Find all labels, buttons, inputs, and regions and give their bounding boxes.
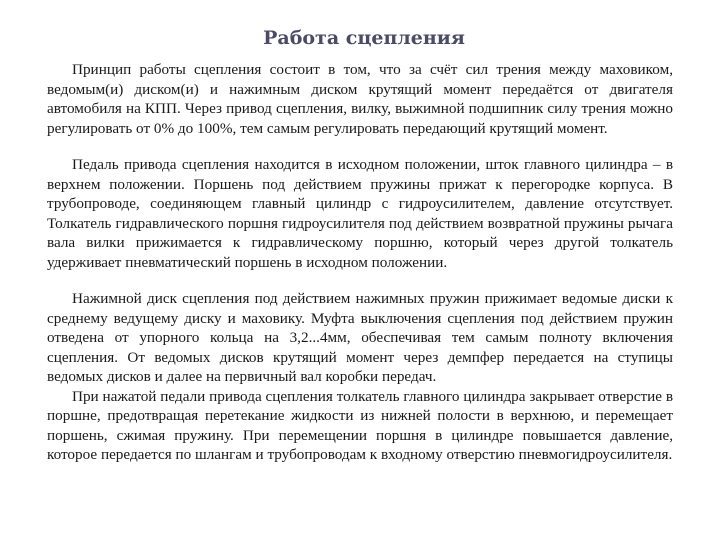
paragraph-pressure-plate: Нажимной диск сцепления под действием нажимных пружин прижимает ведомые диски к среднему ведущему диску и маховику. Муфта выключения сцепления под действием пружин отведена от упорного кольца на 3,2...4мм, обеспечивая тем самым полноту включения сцепления. От ведомых дисков крутящий момент через демпфер передается на ступицы ведомых дисков и далее на первичный вал коробки передач. [47,290,673,385]
document-body [47,60,673,465]
paragraph-pedal-pressed: При нажатой педали привода сцепления толкатель главного цилиндра закрывает отверстие в поршне, предотвращая перетекание жидкости из нижней полости в верхнюю, и перемещает поршень, сжимая пружину. При перемещении поршня в цилиндре повышается давление, которое передается по шлангам и трубопроводам к входному отверстию пневмогидроусилителя. [47,387,673,463]
document-title: Работа сцепления [263,27,465,49]
paragraph-principle: Принцип работы сцепления состоит в том, что за счёт сил трения между маховиком, ведомым(и) диском(и) и нажимным диском крутящий момент передаётся от двигателя автомобиля на КПП. Через привод сцепления, вилку, выжимной подшипник силу трения можно регулировать от 0% до 100%, тем самым регулировать передающий крутящий момент. [47,61,673,137]
paragraph-pedal-initial: Педаль привода сцепления находится в исходном положении, шток главного цилиндра – в верхнем положении. Поршень под действием пружины прижат к перегородке корпуса. В трубопроводе, соединяющем главный цилиндр с гидроусилителем, давление отсутствует. Толкатель гидравлического поршня гидроусилителя под действием возвратной пружины рычага вала вилки прижимается к гидравлическому поршню, который через другой толкатель удерживает пневматический поршень в исходном положении. [47,156,673,271]
